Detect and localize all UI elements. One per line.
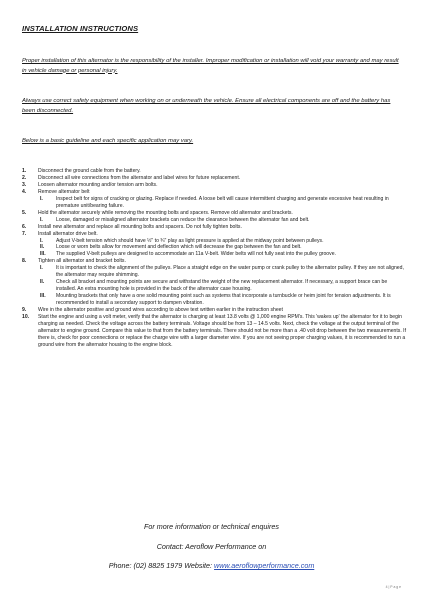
sub-step-item [22,279,406,293]
step-text: Wire in the alternator positive and ground wires according to above text written earlier in the instruction sheet [38,307,283,314]
step-number: 4. [22,188,27,195]
sub-step-numeral: III. [40,293,46,300]
sub-step-numeral: III. [40,251,46,258]
step-text: It is important to check the alignment of the pulleys. Place a straight edge on the water pump or crank pulley to the alternator pulley. If they are not aligned, the alternator may require shimming. [56,265,404,279]
sub-step-numeral: II. [40,244,45,251]
footer-info-line: For more information or technical enquires [143,522,280,531]
step-text: Disconnect all wire connections from the alternator and label wires for future replacement. [38,174,241,181]
sub-step-item [22,251,406,258]
step-number: 5. [22,209,27,216]
step-item [22,189,406,196]
sub-step-numeral: I. [40,216,43,223]
step-number: 8. [22,258,27,265]
sub-step-item [22,265,406,279]
step-number: 3. [22,181,27,188]
step-number: 1. [22,168,27,174]
step-number: 7. [22,230,27,237]
warranty-disclaimer: Proper installation of this alternator is the responsibility of the installer. Improper modification or installation will void your warranty and may result in vehicle damage or personal injury. [22,58,399,74]
sub-step-item [22,217,406,224]
page-number: 4 | P a g e [385,585,401,589]
step-number: 10. [22,314,30,321]
step-item [22,231,406,238]
step-text: Hold the alternator securely while removing the mounting bolts and spacers. Remove old alternator and brackets. [38,209,293,216]
step-text: The supplied V-belt pulleys are designed to accommodate an 11a V-belt. Wider belts will not fully seat into the pulley groove. [56,251,336,258]
step-item [22,307,406,314]
step-text: Start the engine and using a volt meter, verify that the alternator is charging at least 13.8 volts @ 1,000 engine RPM's. This 'wakes up' the alternator for it to begin charging as needed. Check the voltage across the battery terminals. Voltage should be from 13 – 14.5 volts. Next, check the voltage at the output terminal of the alternator to engine ground. Compare this value to that from the battery terminals. There should not be more than a .40 volt drop between the two measurements. If there is, check for poor connections or replace the charge wire with a larger diameter wire. If you are not seeing proper charging values, it is recommended to run a ground wire from the alternator housing to the engine block. [38,314,406,348]
installation-steps [22,168,406,349]
sub-step-numeral: I. [40,265,43,272]
website-link[interactable]: www.aeroflowperformance.com [214,561,315,570]
step-text: Loosen alternator mounting and/or tension arm bolts. [38,181,158,188]
step-text: Inspect belt for signs of cracking or glazing. Replace if needed. A loose belt will cause intermittent charging and generate excessive heat resulting in premature unit/bearing failure. [56,195,389,209]
step-item [22,258,406,265]
step-text: Install alternator drive belt. [38,230,98,237]
step-text: Install new alternator and replace all mounting bolts and spacers. Do not fully tighten bolts. [38,223,242,230]
step-text: Remove alternator belt [38,188,90,195]
sub-step-numeral: I. [40,195,43,202]
sub-step-item [22,244,406,251]
footer-contact-line: Contact: Aeroflow Performance on [156,542,267,551]
step-text: Adjust V-belt tension which should have ½" to ¾" play as light pressure is applied at the midway point between pulleys. [56,237,324,244]
step-number: 6. [22,223,27,230]
footer-phone-website [0,561,423,570]
step-text: Disconnect the ground cable from the battery. [38,168,141,174]
step-number: 2. [22,174,27,181]
sub-step-item [22,293,406,307]
step-item [22,314,406,349]
step-item [22,182,406,189]
sub-step-item [22,196,406,210]
step-text: Check all bracket and mounting points are secure and withstand the weight of the new replacement alternator. If necessary, a support brace can be installed. An extra mounting hole is provided in the back of the alternator case housing. [56,279,388,293]
step-text: Tighten all alternator and bracket bolts. [38,258,126,265]
safety-notice: Always use correct safety equipment when working on or underneath the vehicle. Ensure all electrical components are off and the battery has been disconnected. [22,98,391,114]
step-item [22,210,406,217]
sub-step-item [22,238,406,245]
footer-phone: Phone: (02) 8825 1979 Website: [108,561,215,570]
step-item [22,224,406,231]
sub-step-numeral: II. [40,279,45,286]
step-text: Loose, damaged or misaligned alternator brackets can reduce the clearance between the alternator fan and belt. [56,216,310,223]
step-text: Mounting brackets that only have a one solid mounting point such as systems that incorporate a turnbuckle or heim joint for tension adjustments. It is recommended to install a secondary support to dampen vibration. [56,293,391,307]
page-title: INSTALLATION INSTRUCTIONS [22,24,139,33]
step-item [22,175,406,182]
step-number: 9. [22,307,27,314]
step-item [22,168,406,175]
step-text: Loose or worn belts allow for movement and deflection which will decrease the gap between the fan and belt. [56,244,302,251]
guideline-note: Below is a basic guideline and each specific application may vary. [22,138,194,144]
sub-step-numeral: I. [40,237,43,244]
